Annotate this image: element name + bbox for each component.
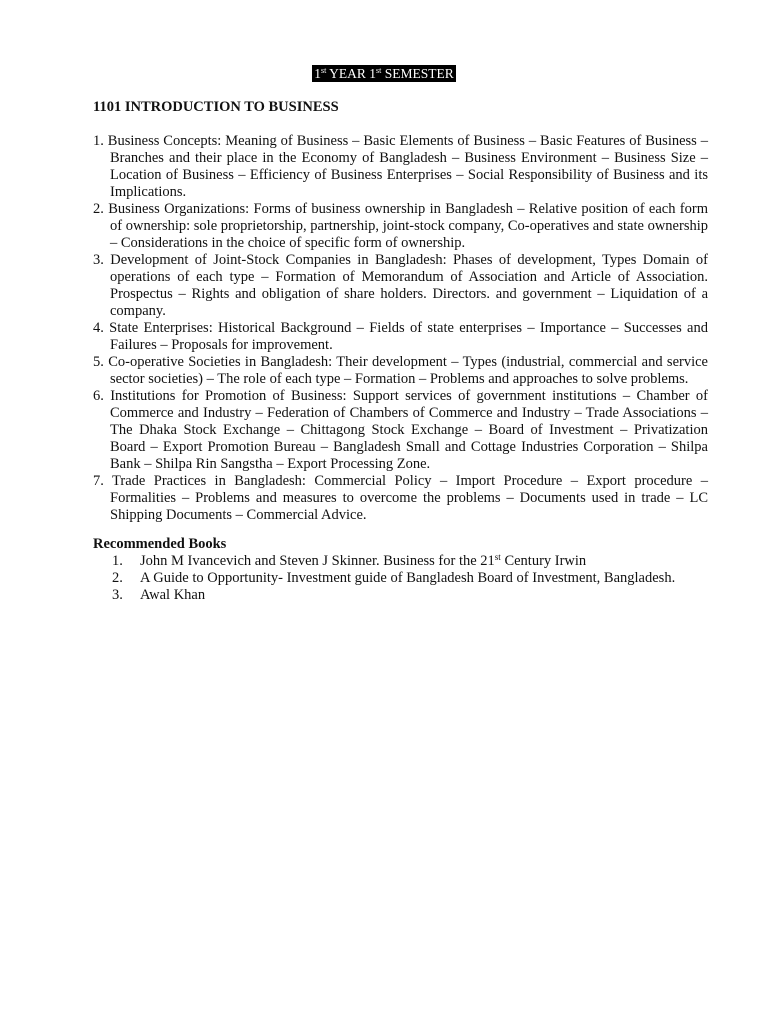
topic-item: 3. Development of Joint-Stock Companies in Bangladesh: Phases of development, Types Domain of operations of each type – Formation of Memorandum of Association and Article of Association. Prospectus – Rights and obligation of share holders. Directors. and government – Liquidation of a company. xyxy=(93,252,708,319)
book-number: 3. xyxy=(112,587,123,603)
book-item xyxy=(112,587,708,604)
semester-year-number: 1 xyxy=(314,66,321,81)
book-number: 2. xyxy=(112,570,123,586)
topic-item: 1. Business Concepts: Meaning of Business – Basic Elements of Business – Basic Features of Business – Branches and their place in the Economy of Bangladesh – Business Environment – Business Size – Location of Business – Efficiency of Business Enterprises – Social Responsibility of Business and its Implications. xyxy=(93,133,708,200)
semester-heading xyxy=(0,65,768,83)
book-title-superscript: st xyxy=(494,552,501,562)
semester-year-text: YEAR 1 xyxy=(326,66,377,81)
topic-item: 5. Co-operative Societies in Bangladesh: Their development – Types (industrial, commercial and service sector societies) – The role of each type – Formation – Problems and approaches to solve problems. xyxy=(93,354,708,387)
topic-item: 2. Business Organizations: Forms of business ownership in Bangladesh – Relative position of each form of ownership: sole proprietorship, partnership, joint-stock company, Co-operatives and state ownership – Considerations in the choice of specific form of ownership. xyxy=(93,201,708,251)
semester-text: SEMESTER xyxy=(381,66,454,81)
semester-year-suffix: st xyxy=(320,66,327,75)
recommended-books-heading: Recommended Books xyxy=(93,536,227,552)
topic-item: 4. State Enterprises: Historical Background – Fields of state enterprises – Importance – Successes and Failures – Proposals for improvement. xyxy=(93,320,708,353)
book-title: A Guide to Opportunity- Investment guide of Bangladesh Board of Investment, Bangladesh. xyxy=(140,570,676,586)
semester-number-suffix: st xyxy=(376,66,382,75)
recommended-books-list xyxy=(112,553,708,604)
book-number: 1. xyxy=(112,553,123,569)
book-title-text-end: Century Irwin xyxy=(500,553,587,569)
topic-item: 6. Institutions for Promotion of Business: Support services of government institutions – Chamber of Commerce and Industry – Federation of Chambers of Commerce and Industry – Trade Associations – The Dhaka Stock Exchange – Chittagong Stock Exchange – Board of Investment – Privatization Board – Export Promotion Bureau – Bangladesh Small and Cottage Industries Corporation – Shilpa Bank – Shilpa Rin Sangstha – Export Processing Zone. xyxy=(93,388,708,472)
topic-item: 7. Trade Practices in Bangladesh: Commercial Policy – Import Procedure – Export procedure – Formalities – Problems and measures to overcome the problems – Documents used in trade – LC Shipping Documents – Commercial Advice. xyxy=(93,473,708,523)
course-title: 1101 INTRODUCTION TO BUSINESS xyxy=(93,99,339,115)
book-item xyxy=(112,570,708,587)
book-title: Awal Khan xyxy=(140,587,206,603)
book-title-text: John M Ivancevich and Steven J Skinner. Business for the 21 xyxy=(140,553,495,569)
book-title xyxy=(140,553,708,570)
semester-label xyxy=(312,65,456,82)
topics-list xyxy=(93,133,708,524)
book-item xyxy=(112,553,708,570)
